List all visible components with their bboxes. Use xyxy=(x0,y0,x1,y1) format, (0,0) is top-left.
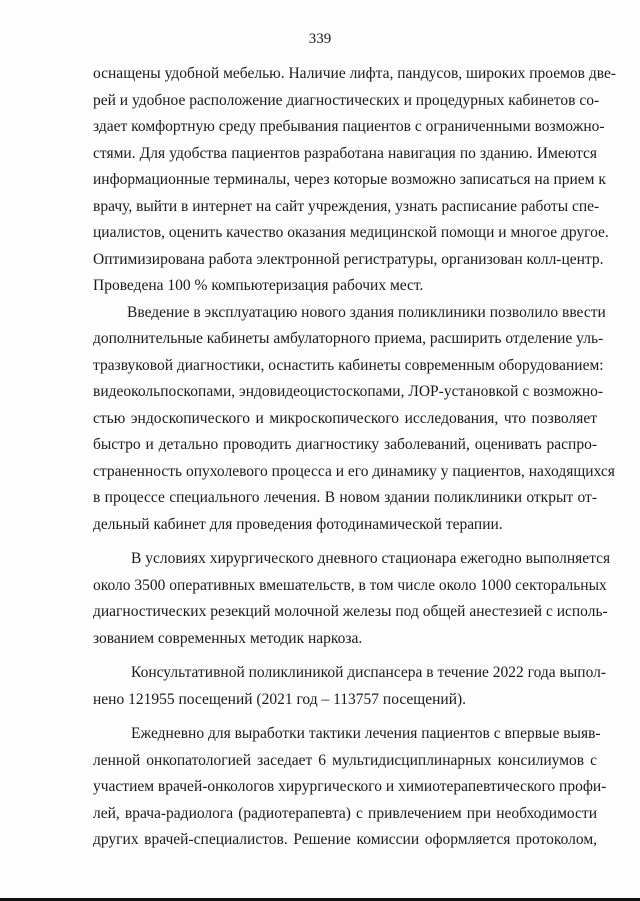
text-line: других врачей-специалистов. Решение комиссии оформляется протоколом, xyxy=(93,831,597,848)
page-number: 339 xyxy=(308,31,332,47)
text-line: около 3500 оперативных вмешательств, в том числе около 1000 секторальных xyxy=(93,576,607,594)
body-text xyxy=(93,61,616,854)
text-line: тразвуковой диагностики, оснастить кабинеты современным оборудованием: xyxy=(93,356,604,374)
text-line: Проведена 100 % компьютеризация рабочих мест. xyxy=(93,277,424,294)
text-line: стью эндоскопического и микроскопического исследования, что позволяет xyxy=(93,409,597,427)
text-line: врачу, выйти в интернет на сайт учреждения, узнать расписание работы спе- xyxy=(93,197,600,215)
paragraph-5 xyxy=(93,721,607,854)
text-line: участием врачей-онкологов хирургического и химиотерапевтического профи- xyxy=(93,778,607,795)
text-line: ленной онкопатологией заседает 6 мультидисциплинарных консилиумов с xyxy=(93,751,597,769)
text-line: Оптимизирована работа электронной регистратуры, организован колл-центр. xyxy=(93,250,604,268)
text-line: дельный кабинет для проведения фотодинамической терапии. xyxy=(93,515,503,533)
paragraph-2 xyxy=(93,300,615,539)
text-line: диагностических резекций молочной железы под общей анестезией с исполь- xyxy=(93,603,608,620)
text-line: зованием современных методик наркоза. xyxy=(93,629,363,647)
paragraph-4 xyxy=(93,660,607,713)
text-line: в процессе специального лечения. В новом здании поликлиники открыт от- xyxy=(93,489,597,506)
text-line: Консультативной поликлиникой диспансера в течение 2022 года выпол- xyxy=(131,664,607,681)
text-line: стями. Для удобства пациентов разработана навигация по зданию. Имеются xyxy=(93,144,597,162)
text-line: Ежедневно для выработки тактики лечения пациентов с впервые выяв- xyxy=(131,725,601,742)
text-line: нено 121955 посещений (2021 год – 113757 посещений). xyxy=(93,690,467,708)
text-line: страненность опухолевого процесса и его динамику у пациентов, находящихся xyxy=(93,462,615,480)
text-line: информационные терминалы, через которые возможно записаться на прием к xyxy=(93,171,606,188)
text-line: оснащены удобной мебелью. Наличие лифта, пандусов, широких проемов две- xyxy=(93,65,616,82)
paragraph-3 xyxy=(93,546,611,652)
text-line: быстро и детально проводить диагностику заболеваний, оценивать распро- xyxy=(93,436,597,453)
paragraph-1 xyxy=(93,61,616,300)
text-line: рей и удобное расположение диагностических и процедурных кабинетов со- xyxy=(93,91,600,109)
text-line: видеокольпоскопами, эндовидеоцистоскопами, ЛОР-установкой с возможно- xyxy=(93,383,604,400)
text-line: здает комфортную среду пребывания пациентов с ограниченными возможно- xyxy=(93,118,605,135)
text-line: В условиях хирургического дневного стационара ежегодно выполняется xyxy=(131,550,611,567)
text-line: лей, врача-радиолога (радиотерапевта) с привлечением при необходимости xyxy=(93,804,597,822)
text-line: дополнительные кабинеты амбулаторного приема, расширить отделение уль- xyxy=(93,330,604,347)
text-line: Введение в эксплуатацию нового здания поликлиники позволило ввести xyxy=(127,303,606,321)
text-line: циалистов, оценить качество оказания медицинской помощи и многое другое. xyxy=(93,224,609,241)
